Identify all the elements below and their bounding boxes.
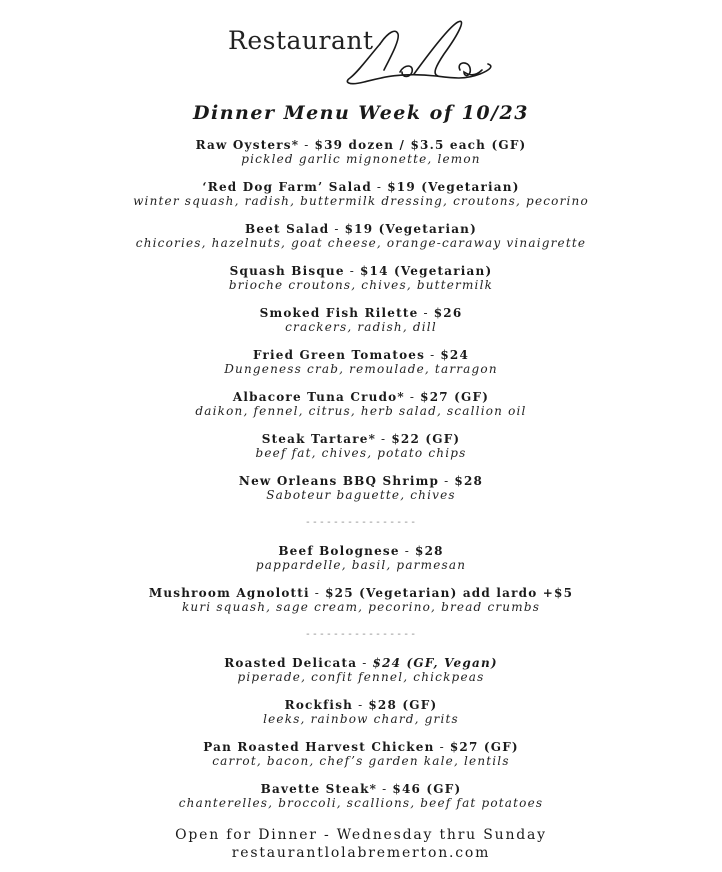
item-name-line bbox=[0, 586, 722, 600]
item-name: ‘Red Dog Farm’ Salad bbox=[202, 180, 372, 194]
item-name-line bbox=[0, 390, 722, 404]
price-separator: - bbox=[377, 782, 393, 796]
item-name: Smoked Fish Rilette bbox=[259, 306, 419, 320]
item-name-line bbox=[0, 656, 722, 670]
item-name: Fried Green Tomatoes bbox=[252, 348, 426, 362]
price-separator: - bbox=[434, 740, 450, 754]
website-url: restaurantlolabremerton.com bbox=[231, 845, 491, 861]
item-name: Albacore Tuna Crudo* bbox=[232, 390, 405, 404]
menu-item bbox=[0, 390, 722, 432]
price-separator: - bbox=[299, 138, 315, 152]
item-price: $22 (GF) bbox=[391, 432, 461, 446]
item-price: $39 dozen / $3.5 each (GF) bbox=[314, 138, 527, 152]
item-description: brioche croutons, chives, buttermilk bbox=[228, 278, 494, 292]
item-price: $19 (Vegetarian) bbox=[344, 222, 477, 236]
item-description: chicories, hazelnuts, goat cheese, orange-caraway vinaigrette bbox=[135, 236, 587, 250]
item-description: chanterelles, broccoli, scallions, beef fat potatoes bbox=[178, 796, 544, 810]
menu-item bbox=[0, 264, 722, 306]
menu-footer bbox=[0, 826, 722, 862]
price-separator: - bbox=[344, 264, 360, 278]
item-price: $24 (GF, Vegan) bbox=[372, 656, 498, 670]
item-name: Bavette Steak* bbox=[260, 782, 378, 796]
item-description: leeks, rainbow chard, grits bbox=[263, 712, 459, 726]
item-name-line bbox=[0, 222, 722, 236]
price-separator: - bbox=[309, 586, 326, 600]
menu-item bbox=[0, 544, 722, 586]
item-name: Pan Roasted Harvest Chicken bbox=[203, 740, 435, 754]
menu-title: Dinner Menu Week of 10/23 bbox=[193, 102, 529, 124]
item-price: $27 (GF) bbox=[420, 390, 490, 404]
item-name-line bbox=[0, 264, 722, 278]
item-price: $28 (GF) bbox=[368, 698, 438, 712]
item-price: $28 bbox=[454, 474, 484, 488]
item-name: Squash Bisque bbox=[229, 264, 345, 278]
item-name: Steak Tartare* bbox=[261, 432, 377, 446]
price-separator: - bbox=[418, 306, 434, 320]
item-description: carrot, bacon, chef’s garden kale, lentils bbox=[212, 754, 510, 768]
item-price: $27 (GF) bbox=[449, 740, 519, 754]
item-description: pickled garlic mignonette, lemon bbox=[241, 152, 481, 166]
item-name-line bbox=[0, 474, 722, 488]
price-separator: - bbox=[376, 432, 392, 446]
menu-item bbox=[0, 432, 722, 474]
item-name: Roasted Delicata bbox=[224, 656, 358, 670]
item-description: Saboteur baguette, chives bbox=[266, 488, 456, 502]
item-description: beef fat, chives, potato chips bbox=[255, 446, 467, 460]
price-separator: - bbox=[404, 390, 421, 404]
menu-item bbox=[0, 138, 722, 180]
menu-item bbox=[0, 656, 722, 698]
item-name: Rockfish bbox=[284, 698, 354, 712]
item-description: kuri squash, sage cream, pecorino, bread crumbs bbox=[181, 600, 541, 614]
item-name-line bbox=[0, 432, 722, 446]
item-name-line bbox=[0, 306, 722, 320]
item-price: $46 (GF) bbox=[392, 782, 462, 796]
item-name-line bbox=[0, 698, 722, 712]
menu-item bbox=[0, 698, 722, 740]
item-description: winter squash, radish, buttermilk dressing, croutons, pecorino bbox=[133, 194, 589, 208]
item-description: daikon, fennel, citrus, herb salad, scallion oil bbox=[195, 404, 527, 418]
item-description: Dungeness crab, remoulade, tarragon bbox=[224, 362, 498, 376]
restaurant-logo bbox=[228, 18, 498, 90]
item-description: piperade, confit fennel, chickpeas bbox=[237, 670, 485, 684]
item-price: $14 (Vegetarian) bbox=[359, 264, 493, 278]
item-description: pappardelle, basil, parmesan bbox=[255, 558, 467, 572]
item-price: $24 bbox=[440, 348, 470, 362]
item-name: Raw Oysters* bbox=[195, 138, 300, 152]
menu-items bbox=[0, 138, 722, 824]
item-name-line bbox=[0, 782, 722, 796]
item-name: Beef Bolognese bbox=[278, 544, 400, 558]
section-divider: ---------------- bbox=[304, 629, 418, 640]
menu-item bbox=[0, 306, 722, 348]
item-price: $19 (Vegetarian) bbox=[387, 180, 520, 194]
menu-item bbox=[0, 782, 722, 824]
menu-item bbox=[0, 222, 722, 264]
menu-item bbox=[0, 740, 722, 782]
logo-wordmark: Restaurant bbox=[228, 26, 374, 55]
item-name: Mushroom Agnolotti bbox=[148, 586, 310, 600]
opening-hours: Open for Dinner - Wednesday thru Sunday bbox=[175, 827, 547, 843]
price-separator: - bbox=[329, 222, 345, 236]
section-divider: ---------------- bbox=[304, 517, 418, 528]
item-price: $25 (Vegetarian) add lardo +$5 bbox=[325, 586, 574, 600]
menu-item bbox=[0, 180, 722, 222]
menu-item bbox=[0, 586, 722, 628]
item-name-line bbox=[0, 180, 722, 194]
item-name-line bbox=[0, 138, 722, 152]
item-price: $26 bbox=[433, 306, 463, 320]
item-name: New Orleans BBQ Shrimp bbox=[238, 474, 440, 488]
price-separator: - bbox=[353, 698, 369, 712]
price-separator: - bbox=[371, 180, 388, 194]
item-name-line bbox=[0, 740, 722, 754]
price-separator: - bbox=[357, 656, 373, 670]
item-price: $28 bbox=[415, 544, 444, 558]
item-name: Beet Salad bbox=[245, 222, 330, 236]
menu-item bbox=[0, 348, 722, 390]
logo-script-lola bbox=[340, 18, 500, 90]
price-separator: - bbox=[439, 474, 455, 488]
menu-item bbox=[0, 474, 722, 516]
item-description: crackers, radish, dill bbox=[285, 320, 437, 334]
item-name-line bbox=[0, 544, 722, 558]
item-name-line bbox=[0, 348, 722, 362]
price-separator: - bbox=[399, 544, 416, 558]
price-separator: - bbox=[425, 348, 441, 362]
